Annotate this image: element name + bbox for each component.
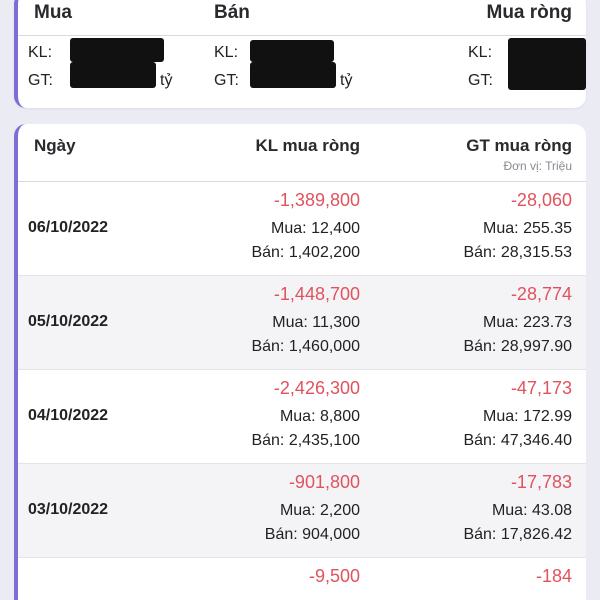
summary-header-mua-rong: Mua ròng — [486, 2, 572, 23]
kl-sell-value: Bán: 1,402,200 — [251, 244, 360, 261]
kl-net-value: -901,800 — [288, 472, 360, 492]
kl-label: KL: — [214, 44, 239, 61]
summary-col-ban — [214, 44, 384, 100]
gt-label: GT: — [28, 72, 53, 89]
kl-label: KL: — [28, 44, 53, 61]
row-gt — [463, 189, 572, 267]
gt-sell-value: Bán: 28,997.90 — [463, 338, 572, 355]
table-row[interactable] — [18, 276, 586, 370]
summary-col-mua-rong — [468, 44, 588, 100]
redacted-value — [70, 62, 156, 88]
gt-net-value: -28,774 — [510, 284, 572, 304]
row-kl — [251, 377, 360, 455]
gt-sell-value: Bán: 47,346.40 — [463, 432, 572, 449]
unit-label: tỷ — [160, 72, 173, 89]
summary-header-mua: Mua — [34, 2, 72, 23]
row-kl — [251, 283, 360, 361]
header-kl-net: KL mua ròng — [255, 136, 360, 155]
unit-label: tỷ — [340, 72, 353, 89]
kl-net-value: -1,389,800 — [273, 190, 360, 210]
summary-header-ban: Bán — [214, 2, 250, 23]
redacted-value — [250, 62, 336, 88]
kl-buy-value: Mua: 11,300 — [272, 314, 360, 331]
kl-buy-value: Mua: 8,800 — [279, 408, 360, 425]
kl-net-value: -1,448,700 — [273, 284, 360, 304]
table-header — [18, 124, 586, 182]
row-date: 03/10/2022 — [28, 501, 109, 518]
row-kl — [251, 189, 360, 267]
gt-buy-value: Mua: 255.35 — [483, 220, 572, 237]
table-body — [18, 182, 586, 600]
row-gt — [463, 471, 572, 549]
kl-sell-value: Bán: 2,435,100 — [251, 432, 360, 449]
table-row[interactable] — [18, 370, 586, 464]
summary-col-mua — [28, 44, 198, 100]
gt-buy-value: Mua: 43.08 — [491, 502, 572, 519]
kl-buy-value: Mua: 2,200 — [279, 502, 360, 519]
table-row[interactable] — [18, 558, 586, 600]
kl-buy-value: Mua: 12,400 — [271, 220, 360, 237]
gt-sell-value: Bán: 28,315.53 — [463, 244, 572, 261]
kl-net-value: -2,426,300 — [273, 378, 360, 398]
kl-label: KL: — [468, 44, 493, 61]
gt-label: GT: — [468, 72, 493, 89]
row-kl — [309, 565, 360, 600]
gt-buy-value: Mua: 223.73 — [483, 314, 572, 331]
row-kl — [265, 471, 360, 549]
gt-buy-value — [536, 595, 572, 600]
row-gt — [463, 283, 572, 361]
header-gt-net — [466, 136, 572, 173]
kl-buy-value — [309, 595, 360, 600]
row-gt — [463, 377, 572, 455]
table-row[interactable] — [18, 182, 586, 276]
row-gt — [536, 565, 572, 600]
net-buy-table — [14, 124, 586, 600]
kl-sell-value: Bán: 1,460,000 — [251, 338, 360, 355]
summary-card — [14, 0, 586, 108]
redacted-value — [70, 38, 164, 62]
gt-buy-value: Mua: 172.99 — [483, 408, 572, 425]
gt-net-value: -47,173 — [510, 378, 572, 398]
gt-net-value: -17,783 — [510, 472, 572, 492]
summary-header — [18, 0, 586, 36]
gt-net-value: -184 — [535, 566, 572, 586]
row-date: 05/10/2022 — [28, 313, 109, 330]
header-gt-label: GT mua ròng — [466, 136, 572, 155]
kl-sell-value: Bán: 904,000 — [264, 526, 360, 543]
table-row[interactable] — [18, 464, 586, 558]
redacted-value — [250, 40, 334, 62]
row-date: 04/10/2022 — [28, 407, 109, 424]
row-date: 06/10/2022 — [28, 219, 109, 236]
header-gt-unit: Đơn vị: Triệu — [503, 159, 572, 173]
kl-net-value: -9,500 — [308, 566, 360, 586]
gt-net-value: -28,060 — [510, 190, 572, 210]
header-date: Ngày — [34, 136, 76, 155]
gt-sell-value: Bán: 17,826.42 — [463, 526, 572, 543]
gt-label: GT: — [214, 72, 239, 89]
